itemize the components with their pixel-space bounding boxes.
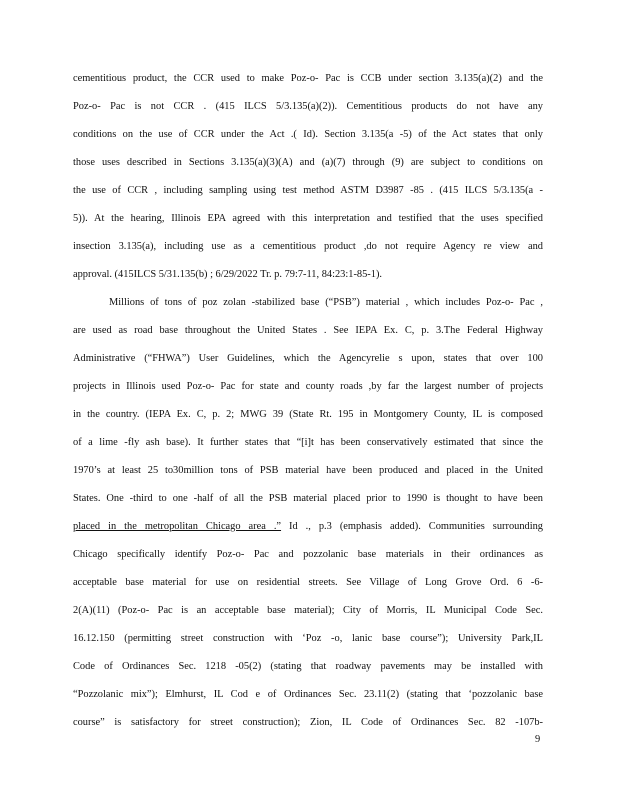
text-line: Poz-o- Pac is not CCR . (415 ILCS 5/3.135(a)(2)). Cementitious products do not have any [73,101,543,112]
text-line: 2(A)(11) (Poz-o- Pac is an acceptable base material); City of Morris, IL Municipal Code Sec. [73,605,543,616]
text-line: 5)). At the hearing, Illinois EPA agreed with this interpretation and testified that the uses specified [73,213,543,224]
text-line: cementitious product, the CCR used to make Poz-o- Pac is CCB under section 3.135(a)(2) and the [73,73,543,84]
text-line: acceptable base material for use on residential streets. See Village of Long Grove Ord. 6 -6- [73,577,543,588]
text-line: projects in Illinois used Poz-o- Pac for state and county roads ,by far the largest number of projects [73,381,543,392]
text-line: Administrative (“FHWA”) User Guidelines, which the Agencyrelie s upon, states that over 100 [73,353,543,364]
page-number: 9 [535,734,541,745]
text-line: “Pozzolanic mix”); Elmhurst, IL Cod e of Ordinances Sec. 23.11(2) (stating that ‘pozzolanic base [73,689,543,700]
text-line: course” is satisfactory for street construction); Zion, IL Code of Ordinances Sec. 82 -107b- [73,717,543,728]
text-line: the use of CCR , including sampling using test method ASTM D3987 -85 . (415 ILCS 5/3.135(a - [73,185,543,196]
underlined-quote: placed in the metropolitan Chicago area .” [73,521,282,532]
text-line: are used as road base throughout the United States . See IEPA Ex. C, p. 3.The Federal Highway [73,325,543,336]
text-line: those uses described in Sections 3.135(a)(3)(A) and (a)(7) through (9) are subject to conditions on [73,157,543,168]
text-line: Code of Ordinances Sec. 1218 -05(2) (stating that roadway pavements may be installed with [73,661,543,672]
text-line: approval. (415ILCS 5/31.135(b) ; 6/29/2022 Tr. p. 79:7-11, 84:23:1-85-1). [73,269,383,280]
text-line: 1970’s at least 25 to30million tons of PSB material have been produced and placed in the United [73,465,543,476]
paragraph-first-line: Millions of tons of poz zolan -stabilized base (“PSB”) material , which includes Poz-o- Pac , [109,297,543,308]
text-line: 16.12.150 (permitting street construction with ‘Poz -o, lanic base course”); University Park,IL [73,633,543,644]
text-line: of a lime -fly ash base). It further states that “[i]t has been conservatively estimated that since the [73,437,543,448]
text-line: conditions on the use of CCR under the Act .( Id). Section 3.135(a -5) of the Act states that only [73,129,543,140]
text-line: insection 3.135(a), including use as a cementitious product ,do not require Agency re view and [73,241,543,252]
text-line: States. One -third to one -half of all the PSB material placed prior to 1990 is thought to have been [73,493,543,504]
text-line: Chicago specifically identify Poz-o- Pac and pozzolanic base materials in their ordinances as [73,549,543,560]
text-line: in the country. (IEPA Ex. C, p. 2; MWG 39 (State Rt. 195 in Montgomery County, IL is composed [73,409,543,420]
text-line-underlined: placed in the metropolitan Chicago area .” Id ., p.3 (emphasis added). Communities surrounding [73,521,544,532]
